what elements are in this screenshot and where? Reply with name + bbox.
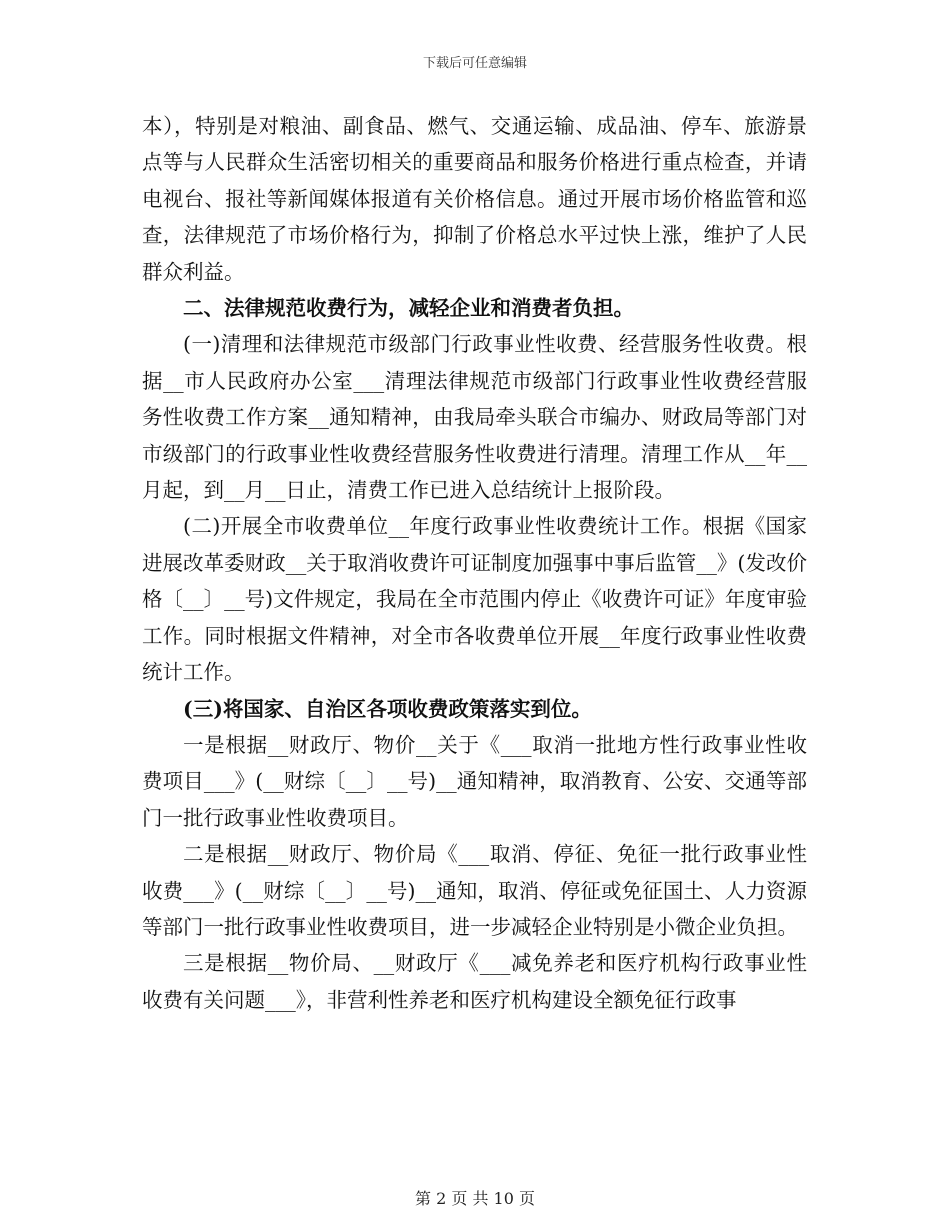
paragraph-1: 本），特别是对粮油、副食品、燃气、交通运输、成品油、停车、旅游景点等与人民群众生活密切相关的重要商品和服务价格进行重点检查，并请电视台、报社等新闻媒体报道有关价格信息。通过开展市场价格监管和巡查，法律规范了市场价格行为，抑制了价格总水平过快上涨，维护了人民群众利益。 (142, 114, 807, 284)
paragraph-6: 一是根据__财政厅、物价__关于《___取消一批地方性行政事业性收费项目___》(__财综〔__〕__号)__通知精神，取消教育、公安、交通等部门一批行政事业性收费项目。 (142, 732, 807, 830)
subsection-heading-3: (三)将国家、自治区各项收费政策落实到位。 (183, 696, 592, 721)
paragraph-7: 二是根据__财政厅、物价局《___取消、停征、免征一批行政事业性收费___》(__财综〔__〕__号)__通知，取消、停征或免征国土、人力资源等部门一批行政事业性收费项目，进一步减轻企业特别是小微企业负担。 (142, 842, 807, 939)
paragraph-3: (一)清理和法律规范市级部门行政事业性收费、经营服务性收费。根据__市人民政府办公室___清理法律规范市级部门行政事业性收费经营服务性收费工作方案__通知精神，由我局牵头联合市编办、财政局等部门对市级部门的行政事业性收费经营服务性收费进行清理。清理工作从__年__月起，到__月__日止，清费工作已进入总结统计上报阶段。 (142, 332, 807, 503)
section-heading-2: 二、法律规范收费行为，减轻企业和消费者负担。 (183, 296, 634, 321)
paragraph-4: (二)开展全市收费单位__年度行政事业性收费统计工作。根据《国家进展改革委财政__关于取消收费许可证制度加强事中事后监管__》(发改价格〔__〕__号)文件规定，我局在全市范围内停止《收费许可证》年度审验工作。同时根据文件精神，对全市各收费单位开展__年度行政事业性收费统计工作。 (142, 514, 807, 685)
page-footer: 第 2 页 共 10 页 (415, 1189, 535, 1208)
paragraph-8: 三是根据__物价局、__财政厅《___减免养老和医疗机构行政事业性收费有关问题___》，非营利性养老和医疗机构建设全额免征行政事 (142, 951, 807, 1012)
page-header: 下载后可任意编辑 (422, 56, 527, 71)
document-body (142, 108, 807, 1018)
